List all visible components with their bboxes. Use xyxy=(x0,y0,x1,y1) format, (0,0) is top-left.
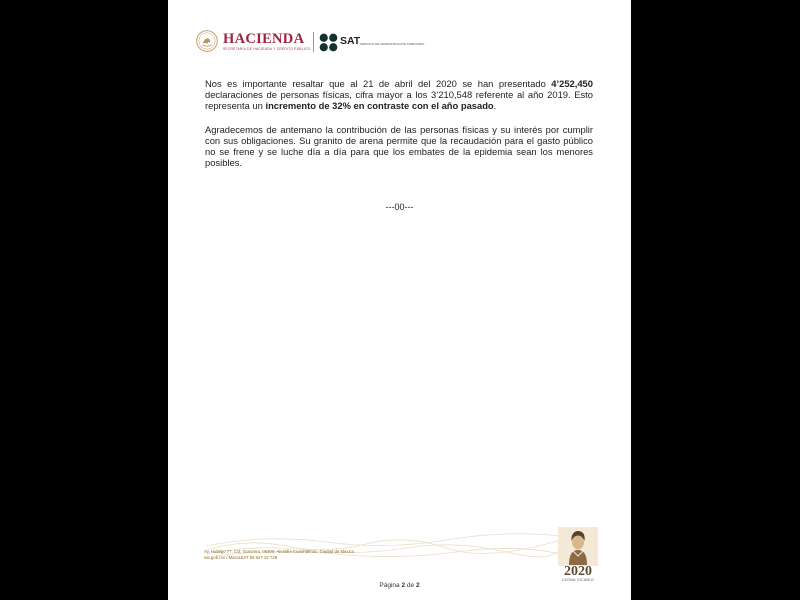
increase-statement: incremento de 32% en contraste con el año pasado xyxy=(265,100,494,111)
p1-text-1: Nos es importante resaltar que al 21 de abril del 2020 se han presentado xyxy=(205,78,552,89)
p1-text-3: . xyxy=(493,100,497,111)
sat-subtitle: SERVICIO DE ADMINISTRACIÓN TRIBUTARIA xyxy=(360,42,425,46)
document-page xyxy=(168,0,631,600)
leona-vicario-portrait-icon xyxy=(558,527,598,566)
page-total: 2 xyxy=(415,582,420,589)
section-separator: ---00--- xyxy=(385,202,414,212)
footer-address xyxy=(204,549,464,561)
document-body xyxy=(205,78,593,168)
page-prefix: Página xyxy=(379,582,402,589)
sat-wordmark: SAT xyxy=(340,35,361,47)
hacienda-wordmark: HACIENDA xyxy=(223,31,305,47)
address-line-1: Av. Hidalgo 77, Col. Guerrero, 06300, Alcaldía Cuauhtémoc, Ciudad de México xyxy=(204,549,355,554)
declarations-count: 4’252,450 xyxy=(551,78,593,89)
year-2020: 2020 xyxy=(564,564,592,579)
sat-dots-icon xyxy=(319,33,338,52)
year-subtitle: LEONA VICARIO xyxy=(562,578,594,582)
header-divider xyxy=(313,32,314,52)
page-current: 2 xyxy=(401,582,406,589)
hacienda-subtitle: SECRETARÍA DE HACIENDA Y CRÉDITO PÚBLICO xyxy=(223,47,311,51)
page-number xyxy=(168,582,631,589)
p1-text-2: declaraciones de personas físicas, cifra mayor a los 3’210,548 referente al año 2019. Esto representa un xyxy=(205,89,593,111)
mexico-seal-icon xyxy=(196,30,218,52)
address-line-2: sat.gob.mx / MarcaSAT 55 627 22 728 xyxy=(204,555,278,560)
paragraph-declarations xyxy=(205,78,593,111)
page-mid: de xyxy=(405,582,416,589)
letterhead xyxy=(196,30,436,56)
paragraph-thanks: Agradecemos de antemano la contribución de las personas físicas y su interés por cumplir con sus obligaciones. Su granito de arena permite que la recaudación para el gasto público no se frene y se luche día a día para que los embates de la epidemia sean los menores posibles. xyxy=(205,124,593,168)
